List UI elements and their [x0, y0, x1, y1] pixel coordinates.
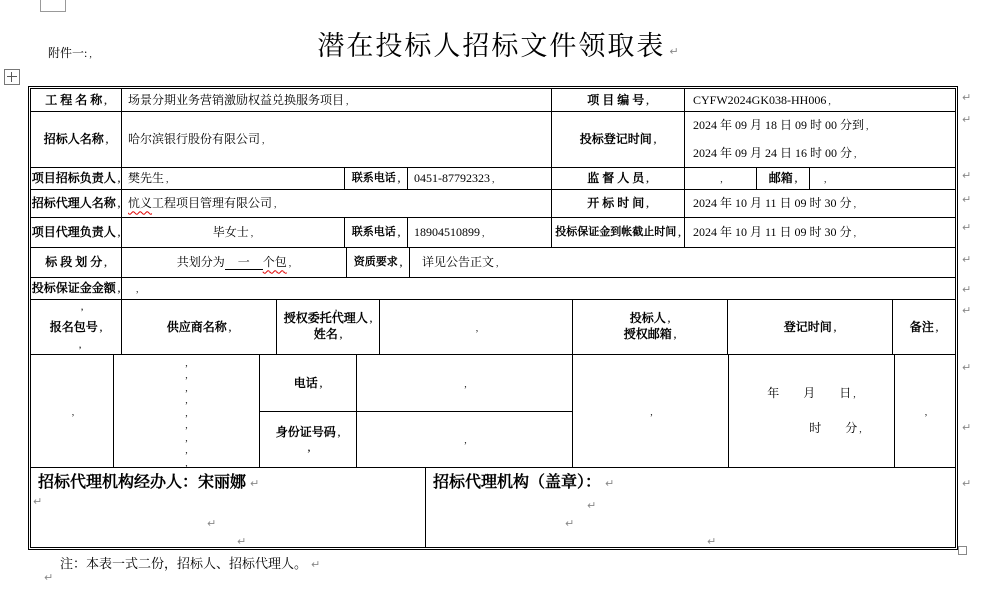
empty-line-mark	[185, 367, 188, 380]
end-of-cell-mark	[462, 376, 467, 391]
cell-supervisor-email-value[interactable]	[810, 168, 955, 190]
end-of-cell-mark	[826, 93, 831, 108]
end-of-cell-mark	[793, 171, 798, 186]
end-of-cell-mark	[102, 255, 107, 270]
end-of-cell-mark	[851, 386, 856, 400]
end-of-cell-mark	[287, 255, 292, 270]
cell-supervisor-label[interactable]: 监 督 人 员 ,	[552, 168, 685, 190]
end-of-cell-mark	[368, 311, 373, 325]
end-of-cell-mark	[102, 93, 107, 108]
empty-line-mark	[185, 442, 188, 455]
end-of-cell-mark	[318, 376, 323, 391]
page-title[interactable]: 潜在投标人招标文件领取表 ↵	[0, 24, 998, 63]
end-of-cell-mark	[116, 225, 121, 240]
end-of-cell-mark	[398, 255, 403, 270]
cell-agency-seal[interactable]: 招标代理机构（盖章）： ↵ ↵ ↵ ↵	[426, 468, 955, 547]
data-phone-value[interactable]	[357, 355, 573, 412]
cell-tenderee-value[interactable]: 哈尔滨银行股份有限公司 ,	[122, 112, 552, 168]
header-supplier-name[interactable]: 供应商名称 ,	[122, 300, 277, 355]
paragraph-mark	[669, 45, 680, 58]
end-of-cell-mark	[134, 281, 139, 296]
data-id-value[interactable]	[357, 412, 573, 468]
paragraph-mark	[707, 536, 716, 547]
end-of-cell-mark	[79, 341, 81, 350]
row-end-mark	[962, 362, 971, 373]
end-of-cell-mark	[335, 304, 337, 313]
row-end-mark	[962, 305, 971, 316]
row-end-mark	[962, 478, 971, 489]
end-of-cell-mark	[852, 225, 857, 240]
row-end-mark	[962, 170, 971, 181]
cell-agency-manager-value[interactable]: 毕女士 ,	[122, 218, 345, 248]
end-of-cell-mark	[396, 225, 401, 240]
paragraph-mark	[250, 477, 259, 490]
data-supplier-name-cell[interactable]	[114, 355, 260, 468]
end-of-cell-mark	[462, 432, 467, 447]
cell-agency-handler[interactable]: 招标代理机构经办人：宋丽娜 ↵ ↵ ↵ ↵	[31, 468, 426, 547]
cell-project-name-value[interactable]: 场景分期业务营销激励权益兑换服务项目 ,	[122, 89, 552, 112]
data-phone-label[interactable]: 电话 ,	[260, 355, 357, 412]
cell-deposit-amount-value[interactable]	[122, 278, 955, 300]
end-of-cell-mark	[116, 196, 121, 211]
end-of-cell-mark	[644, 171, 649, 186]
end-of-cell-mark	[676, 225, 681, 240]
cell-supervisor-email-label[interactable]: 邮箱 ,	[757, 168, 810, 190]
paragraph-mark	[44, 572, 53, 583]
header-empty-cell[interactable]	[380, 300, 573, 355]
paragraph-mark	[311, 558, 320, 571]
end-of-cell-mark	[81, 303, 83, 312]
end-of-cell-mark	[832, 320, 837, 335]
data-bidder-email-cell[interactable]	[573, 355, 729, 468]
cell-tender-phone-value[interactable]: 0451-87792323 ,	[408, 168, 552, 190]
end-of-cell-mark	[480, 225, 485, 240]
cell-agency-phone-label[interactable]: 联系电话 ,	[345, 218, 408, 248]
end-of-cell-mark	[934, 320, 939, 335]
paragraph-mark	[565, 518, 574, 529]
empty-line-mark	[185, 405, 188, 418]
row-end-mark	[962, 92, 971, 103]
text-boundary-corner-mark	[40, 0, 66, 12]
row-end-mark	[962, 422, 971, 433]
cell-deposit-deadline-value[interactable]: 2024 年 10 月 11 日 09 时 30 分 ,	[685, 218, 955, 248]
spellcheck-flagged-text: 个包	[262, 255, 287, 270]
cell-qualification-label[interactable]: 资质要求 ,	[347, 248, 410, 278]
row-end-mark	[962, 114, 971, 125]
end-of-cell-mark	[260, 132, 265, 147]
end-of-cell-mark	[227, 320, 232, 335]
end-of-cell-mark	[852, 146, 857, 160]
underlined-count: 一	[225, 255, 263, 270]
end-of-cell-mark	[923, 404, 928, 419]
end-of-cell-mark	[164, 171, 169, 186]
end-of-cell-mark	[644, 93, 649, 108]
end-of-cell-mark	[864, 118, 869, 132]
tender-form-table	[28, 86, 958, 550]
row-end-mark	[962, 194, 971, 205]
empty-line-mark	[185, 455, 188, 468]
cell-tender-phone-label[interactable]: 联系电话 ,	[345, 168, 408, 190]
header-bidder-email[interactable]: 投标人 , 授权邮箱 ,	[573, 300, 728, 355]
empty-line-mark	[185, 355, 188, 367]
paragraph-mark	[605, 477, 614, 490]
row-end-mark	[962, 284, 971, 295]
empty-line-mark	[185, 392, 188, 405]
paragraph-mark	[237, 536, 246, 547]
empty-line-mark	[185, 430, 188, 443]
end-of-cell-mark	[857, 421, 862, 435]
cell-tender-manager-label[interactable]: 项目招标负责人 ,	[31, 168, 122, 190]
cell-deposit-amount-label[interactable]: 投标保证金金额 ,	[31, 278, 122, 300]
empty-line-mark	[185, 417, 188, 430]
end-of-cell-mark	[98, 320, 103, 335]
end-of-cell-mark	[104, 132, 109, 147]
cell-bid-opening-value[interactable]: 2024 年 10 月 11 日 09 时 30 分 ,	[685, 190, 955, 218]
data-id-label[interactable]: 身份证号码 , ,	[260, 412, 357, 468]
end-of-cell-mark	[116, 171, 121, 186]
cell-agency-manager-label[interactable]: 项目代理负责人 ,	[31, 218, 122, 248]
header-remark[interactable]: 备注 ,	[893, 300, 955, 355]
end-of-cell-mark	[494, 255, 499, 270]
end-of-cell-mark	[70, 404, 75, 419]
end-of-cell-mark	[822, 171, 827, 186]
cell-section-division-value[interactable]: 共划分为 一 个包 ,	[122, 248, 347, 278]
cell-qualification-value[interactable]: 详见公告正文 ,	[410, 248, 955, 278]
header-registration-time[interactable]: 登记时间 ,	[728, 300, 893, 355]
cell-bid-opening-label[interactable]: 开 标 时 间 ,	[552, 190, 685, 218]
cell-section-division-label[interactable]: 标 段 划 分 ,	[31, 248, 122, 278]
cell-tenderee-label[interactable]: 招标人名称 ,	[31, 112, 122, 168]
end-of-cell-mark	[272, 196, 277, 211]
end-of-cell-mark	[474, 320, 479, 335]
empty-line-mark	[185, 380, 188, 393]
header-agent-name[interactable]: , 授权委托代理人 , 姓名 ,	[277, 300, 380, 355]
footnote[interactable]: 注：本表一式二份，招标人、招标代理人。 ↵	[60, 553, 320, 572]
paragraph-mark	[33, 496, 42, 507]
cell-supervisor-value[interactable]	[685, 168, 757, 190]
end-of-cell-mark	[648, 404, 653, 419]
end-of-cell-mark	[249, 225, 254, 240]
cell-tender-manager-value[interactable]: 樊先生 ,	[122, 168, 345, 190]
end-of-cell-mark	[718, 171, 723, 186]
table-resize-handle[interactable]	[958, 546, 967, 555]
data-registration-time-cell[interactable]: 年 月 日 , 时 分 ,	[729, 355, 895, 468]
end-of-cell-mark	[338, 327, 343, 341]
table-move-handle-icon[interactable]	[4, 69, 20, 85]
cell-agency-value[interactable]: 忼义 工程项目管理有限公司 ,	[122, 190, 552, 218]
end-of-cell-mark	[666, 311, 671, 325]
cell-agency-phone-value[interactable]: 18904510899 ,	[408, 218, 552, 248]
attachment-label[interactable]: 附件一: ,	[48, 44, 92, 61]
paragraph-mark	[207, 518, 216, 529]
end-of-cell-mark	[672, 327, 677, 341]
end-of-cell-mark	[344, 93, 349, 108]
data-remark-cell[interactable]	[895, 355, 955, 468]
spellcheck-flagged-text: 忼义	[128, 196, 153, 211]
cell-registration-time-label[interactable]: 投标登记时间 ,	[552, 112, 685, 168]
end-of-cell-mark	[644, 196, 649, 211]
end-of-cell-mark	[116, 281, 121, 296]
cell-project-no-value[interactable]: CYFW2024GK038-HH006 ,	[685, 89, 955, 112]
end-of-cell-mark	[490, 171, 495, 186]
cell-project-no-label[interactable]: 项 目 编 号 ,	[552, 89, 685, 112]
row-end-mark	[962, 254, 971, 265]
cell-registration-time-value[interactable]: 2024 年 09 月 18 日 09 时 00 分到 , 2024 年 09 月 24 日 16 时 00 分 ,	[685, 112, 955, 168]
end-of-cell-mark	[396, 171, 401, 186]
end-of-cell-mark	[652, 132, 657, 147]
cell-agency-label[interactable]: 招标代理人名称 ,	[31, 190, 122, 218]
header-package-no[interactable]: , 报名包号 , ,	[31, 300, 122, 355]
cell-project-name-label[interactable]: 工 程 名 称 ,	[31, 89, 122, 112]
row-end-mark	[962, 222, 971, 233]
paragraph-mark	[587, 500, 596, 511]
end-of-cell-mark	[852, 196, 857, 211]
end-of-cell-mark	[306, 440, 311, 455]
cell-deposit-deadline-label[interactable]: 投标保证金到帐截止时间 ,	[552, 218, 685, 248]
end-of-cell-mark	[336, 425, 341, 439]
data-package-no-cell[interactable]	[31, 355, 114, 468]
